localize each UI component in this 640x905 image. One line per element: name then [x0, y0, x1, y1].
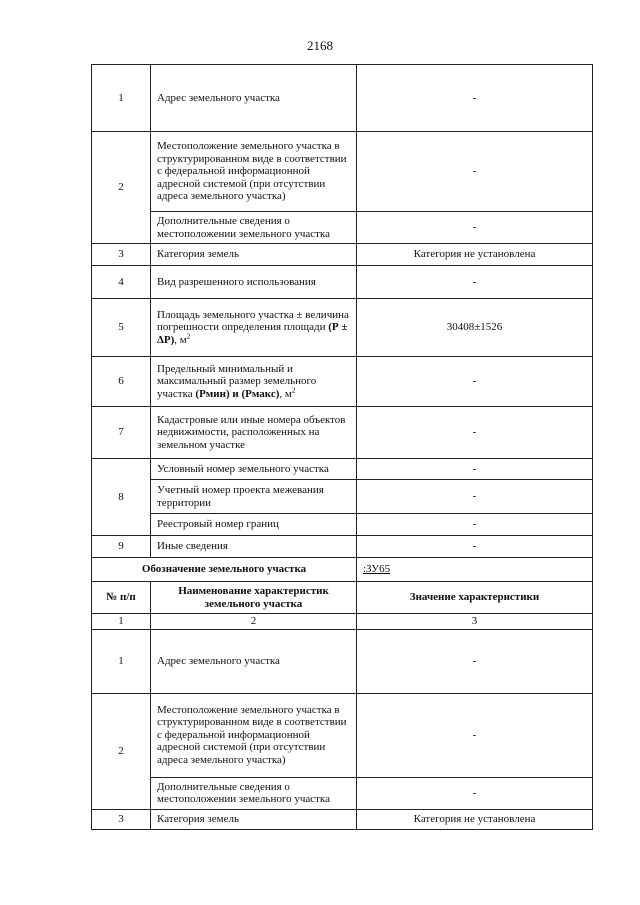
name-text: Площадь земельного участка ± величина погрешности определения площади — [157, 308, 349, 334]
header-value: Значение характеристики — [357, 582, 593, 614]
characteristic-value: - — [357, 132, 593, 212]
characteristic-name: Реестровый номер границ — [151, 514, 357, 536]
characteristic-value: - — [357, 357, 593, 407]
characteristic-value: - — [357, 65, 593, 132]
characteristic-name: Категория земель — [151, 809, 357, 829]
characteristic-name: Местоположение земельного участка в структурированном виде в соответствии с федеральной информационной адресной системой (при отсутствии адреса земельного участка) — [151, 132, 357, 212]
characteristic-value: - — [357, 693, 593, 777]
table-row — [92, 514, 593, 536]
unit-text: , м — [174, 333, 187, 346]
table-row — [92, 357, 593, 407]
land-plot-table — [91, 64, 593, 830]
header-row — [92, 582, 593, 614]
characteristic-value: Категория не установлена — [357, 809, 593, 829]
column-number: 2 — [151, 614, 357, 630]
characteristic-name — [151, 299, 357, 357]
column-number: 1 — [92, 614, 151, 630]
characteristic-value: - — [357, 407, 593, 459]
table-row — [92, 132, 593, 212]
table-row — [92, 693, 593, 777]
characteristic-value: - — [357, 459, 593, 480]
characteristic-name: Вид разрешенного использования — [151, 266, 357, 299]
table-row — [92, 244, 593, 266]
characteristic-value: - — [357, 536, 593, 558]
row-number: 6 — [92, 357, 151, 407]
name-text: Предельный минимальный и максимальный размер земельного участка — [157, 362, 317, 400]
table-row — [92, 480, 593, 514]
table-row — [92, 777, 593, 809]
unit-superscript: 2 — [186, 332, 191, 341]
page-number: 2168 — [307, 38, 333, 53]
row-number: 7 — [92, 407, 151, 459]
row-number: 2 — [92, 132, 151, 244]
table-row — [92, 809, 593, 829]
designation-value: :ЗУ65 — [357, 558, 593, 582]
table-row — [92, 65, 593, 132]
table-row — [92, 407, 593, 459]
table-row — [92, 536, 593, 558]
unit-text: , м — [279, 387, 292, 400]
table-row — [92, 459, 593, 480]
characteristic-value: 30408±1526 — [357, 299, 593, 357]
row-number: 4 — [92, 266, 151, 299]
row-number: 3 — [92, 244, 151, 266]
characteristic-value: - — [357, 777, 593, 809]
characteristic-value: - — [357, 212, 593, 244]
characteristic-name: Иные сведения — [151, 536, 357, 558]
characteristic-name: Условный номер земельного участка — [151, 459, 357, 480]
table-row — [92, 629, 593, 693]
column-number: 3 — [357, 614, 593, 630]
characteristic-value: - — [357, 629, 593, 693]
unit-superscript: 2 — [291, 386, 296, 395]
row-number: 3 — [92, 809, 151, 829]
designation-row — [92, 558, 593, 582]
characteristic-name: Категория земель — [151, 244, 357, 266]
characteristic-value: - — [357, 480, 593, 514]
characteristic-name: Кадастровые или иные номера объектов недвижимости, расположенных на земельном участке — [151, 407, 357, 459]
characteristic-name: Адрес земельного участка — [151, 629, 357, 693]
row-number: 5 — [92, 299, 151, 357]
row-number: 8 — [92, 459, 151, 536]
formula-text: (Рмин) и (Рмакс) — [195, 387, 280, 400]
table-row — [92, 212, 593, 244]
column-number-row — [92, 614, 593, 630]
characteristic-name: Учетный номер проекта межевания территории — [151, 480, 357, 514]
characteristic-value: - — [357, 266, 593, 299]
row-number: 2 — [92, 693, 151, 809]
characteristic-value: Категория не установлена — [357, 244, 593, 266]
characteristic-value: - — [357, 514, 593, 536]
table-row — [92, 266, 593, 299]
header-name: Наименование характеристик земельного участка — [151, 582, 357, 614]
characteristic-name: Дополнительные сведения о местоположении земельного участка — [151, 777, 357, 809]
designation-label: Обозначение земельного участка — [92, 558, 357, 582]
characteristic-name: Адрес земельного участка — [151, 65, 357, 132]
row-number: 9 — [92, 536, 151, 558]
characteristic-name: Местоположение земельного участка в структурированном виде в соответствии с федеральной информационной адресной системой (при отсутствии адреса земельного участка) — [151, 693, 357, 777]
characteristic-name — [151, 357, 357, 407]
row-number: 1 — [92, 629, 151, 693]
table-row — [92, 299, 593, 357]
row-number: 1 — [92, 65, 151, 132]
header-num: № п/п — [92, 582, 151, 614]
formula-text: (Р ± ΔР) — [157, 321, 348, 346]
characteristic-name: Дополнительные сведения о местоположении земельного участка — [151, 212, 357, 244]
